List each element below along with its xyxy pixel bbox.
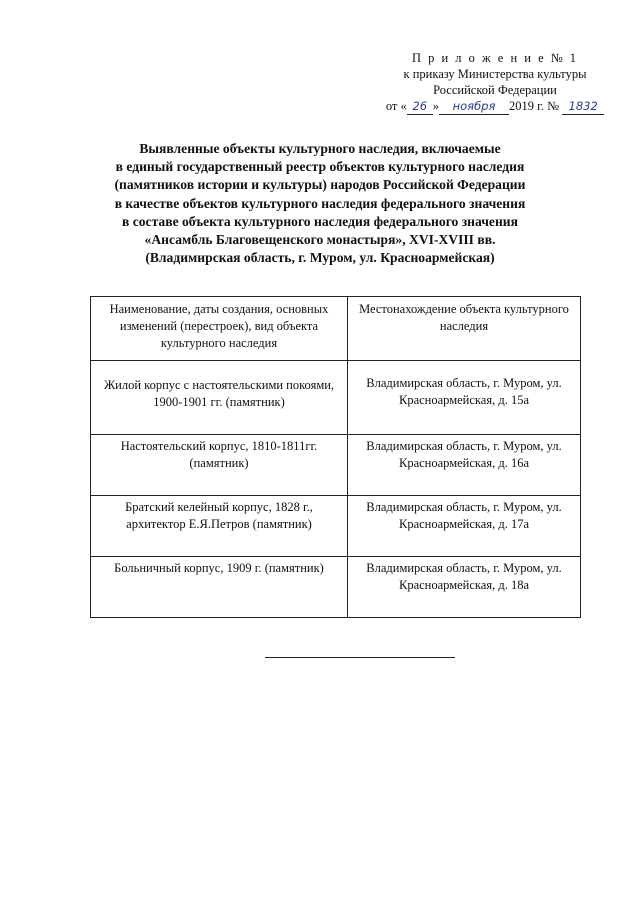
table-row [91,557,581,618]
order-from-mid: » [432,99,440,113]
object-location-cell: Владимирская область, г. Муром, ул. Красноармейская, д. 17а [348,496,581,557]
object-name-cell: Больничный корпус, 1909 г. (памятник) [91,557,348,618]
heritage-objects-table [90,296,581,618]
annex-line-3: Российской Федерации [433,83,557,97]
table-row [91,435,581,496]
title-line-6: «Ансамбль Благовещенского монастыря», XVI-XVIII вв. [144,232,496,248]
title-line-1: Выявленные объекты культурного наследия, включаемые [139,141,501,156]
title-line-2: в единый государственный реестр объектов культурного наследия [115,159,525,175]
object-name-cell: Настоятельский корпус, 1810-1811гг. (памятник) [91,435,348,496]
closing-divider-line [265,657,455,658]
object-location-cell: Владимирская область, г. Муром, ул. Красноармейская, д. 15а [348,361,581,435]
object-location-cell: Владимирская область, г. Муром, ул. Красноармейская, д. 18а [348,557,581,618]
order-year-text: 2019 г. № [509,99,560,113]
title-line-7: (Владимирская область, г. Муром, ул. Красноармейская) [145,250,495,266]
header-location-column: Местонахождение объекта культурного наследия [348,297,581,361]
title-line-4: в качестве объектов культурного наследия федерального значения [114,195,526,211]
annex-order-line [380,98,610,115]
table-row [91,361,581,435]
annex-line-1: П р и л о ж е н и е № 1 [411,51,579,65]
annex-header [380,50,610,115]
object-name-cell: Братский келейный корпус, 1828 г., архитектор Е.Я.Петров (памятник) [91,496,348,557]
order-day-handwritten: 26 [407,98,433,115]
order-from-prefix: от « [385,99,407,113]
title-line-3: (памятников истории и культуры) народов Российской Федерации [114,177,526,193]
document-title [80,140,560,267]
object-location-cell: Владимирская область, г. Муром, ул. Красноармейская, д. 16а [348,435,581,496]
table-header-row [91,297,581,361]
annex-line-2: к приказу Министерства культуры [403,67,587,81]
title-line-5: в составе объекта культурного наследия федерального значения [121,213,518,229]
order-number-handwritten: 1832 [562,98,604,115]
header-name-column: Наименование, даты создания, основных изменений (перестроек), вид объекта культурного наследия [91,297,348,361]
table-row [91,496,581,557]
object-name-cell: Жилой корпус с настоятельскими покоями, 1900-1901 гг. (памятник) [91,361,348,435]
order-month-handwritten: ноября [439,98,509,115]
